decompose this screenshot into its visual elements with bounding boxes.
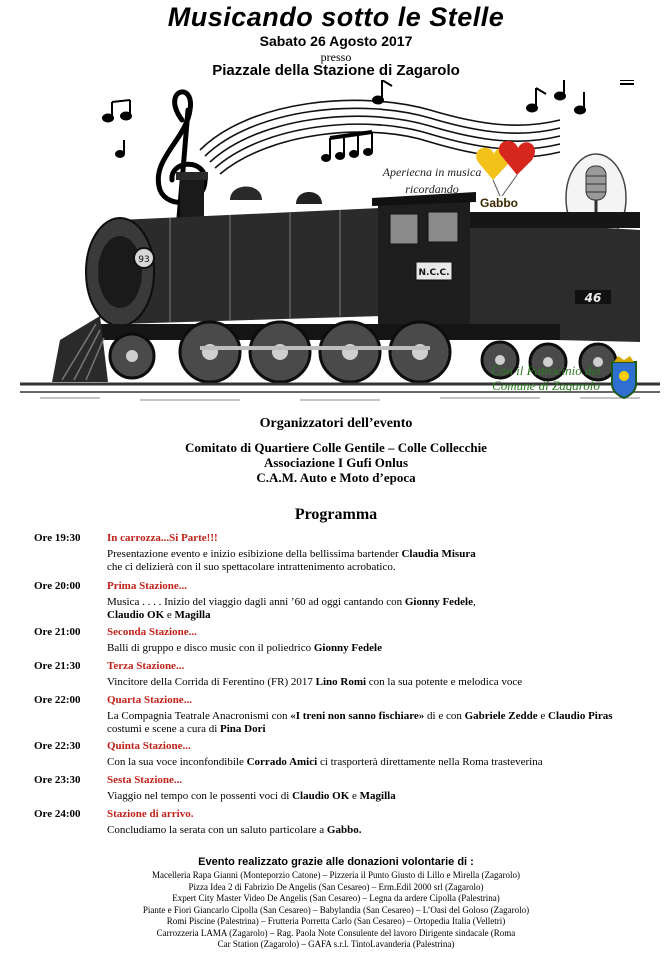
program-stage: Quarta Stazione... <box>107 694 192 706</box>
program-stage: Sesta Stazione... <box>107 774 183 786</box>
tagline-line: ricordando <box>405 182 459 196</box>
donor-line: Pizza Idea 2 di Fabrizio De Angelis (San Cesareo) – Erm.Edil 2000 srl (Zagarolo) <box>188 881 484 892</box>
patronage-line: Con il Patrocinio del <box>491 363 601 378</box>
program-description <box>107 756 662 769</box>
tagline-line: Aperiecna in musica <box>382 165 482 179</box>
desc-performer: Magilla <box>174 609 211 621</box>
program-description <box>107 790 662 803</box>
programma-heading: Programma <box>294 506 378 523</box>
program-description: Musica . . . . Inizio del viaggio dagli anni ’60 ad oggi cantando con Gionny Fedele, Claudio OK e Magilla <box>107 596 476 621</box>
program-description <box>107 710 662 736</box>
event-title: Musicando sotto le Stelle <box>167 2 505 32</box>
desc-text: che ci delizierà con il suo spettacolare intrattenimento acrobatico. <box>107 561 396 573</box>
donor-line: Piante e Fiori Giancarlo Cipolla (San Cesareo) – Babylandia (San Cesareo) – L’Oasi del Goloso (Zagarolo) <box>142 904 530 915</box>
desc-performer: Magilla <box>359 790 396 802</box>
program-stage: Quinta Stazione... <box>107 740 191 752</box>
organizers-list <box>0 440 672 485</box>
aperiecna-tagline <box>372 164 492 198</box>
desc-text: e <box>349 790 360 802</box>
desc-text: Concludiamo la serata con un saluto particolare a <box>107 824 327 836</box>
program-time: Ore 20:00 <box>34 580 81 592</box>
program-stage: Seconda Stazione... <box>107 626 197 638</box>
desc-performer: Gabbo. <box>326 824 362 836</box>
organizers-heading: Organizzatori dell’evento <box>259 416 413 431</box>
program-stage: In carrozza...Si Parte!!! <box>107 532 218 544</box>
desc-text: di e con <box>424 710 465 722</box>
desc-performer: Lino Romi <box>315 676 367 688</box>
program-time: Ore 21:00 <box>34 626 81 638</box>
locomotive-illustration <box>0 80 672 410</box>
desc-text: La Compagnia Teatrale Anacronismi con <box>107 710 291 722</box>
desc-performer: Gabriele Zedde <box>464 710 538 722</box>
desc-text: costumi e scene a cura di <box>107 723 221 735</box>
donations-list <box>0 870 672 951</box>
locomotive-plate: N.C.C. <box>418 268 450 278</box>
donor-line: Carrozzeria LAMA (Zagarolo) – Rag. Paola Note Consulente del lavoro Dirigente sindacale (Roma <box>156 927 516 938</box>
desc-text: ci trasporterà direttamente nella Roma trasteverina <box>317 756 543 768</box>
desc-performer: Corrado Amici <box>246 756 318 768</box>
desc-text: Viaggio nel tempo con le possenti voci di <box>107 790 293 802</box>
organizer-item: C.A.M. Auto e Moto d’epoca <box>256 470 416 485</box>
program-stage: Prima Stazione... <box>107 580 188 592</box>
program-time: Ore 22:00 <box>34 694 81 706</box>
desc-performer: Claudia Misura <box>401 548 476 560</box>
desc-text: Vincitore della Corrida di Ferentino (FR) 2017 <box>107 676 316 688</box>
organizer-item: Comitato di Quartiere Colle Gentile – Colle Collecchie <box>185 440 487 455</box>
patronage-text <box>476 363 616 393</box>
donations-heading: Evento realizzato grazie alle donazioni volontarie di : <box>198 856 474 868</box>
donor-line: Macelleria Rapa Gianni (Monteporzio Catone) – Pizzeria il Punto Giusto di Lillo e Mirella (Zagarolo) <box>152 870 520 880</box>
patronage-line: Comune di Zagarolo <box>492 378 600 393</box>
desc-text: e <box>537 710 549 722</box>
desc-text: con la sua potente e melodica voce <box>366 676 523 688</box>
donor-line: Car Station (Zagarolo) – GAFA s.r.l. TintoLavanderia (Palestrina) <box>217 939 455 949</box>
presso-label: presso <box>320 50 352 64</box>
desc-performer: Gionny Fedele <box>313 642 382 654</box>
desc-show-title: «I treni non sanno fischiare» <box>290 710 425 722</box>
desc-performer: Claudio OK <box>292 790 350 802</box>
donor-line: Romi Piscine (Palestrina) – Frutteria Porretta Carlo (San Cesareo) – Ortopedia Italia (Velletri) <box>166 916 506 926</box>
desc-performer: Gionny Fedele <box>404 596 473 608</box>
gabbo-label: Gabbo <box>480 196 518 210</box>
program-stage: Terza Stazione... <box>107 660 185 672</box>
desc-text: Musica . . . . Inizio del viaggio dagli anni ’60 ad oggi cantando con <box>107 596 405 608</box>
program-description <box>107 548 662 574</box>
desc-performer: Claudio Piras <box>548 710 613 722</box>
tender-number: 46 <box>584 291 602 305</box>
program-stage: Stazione di arrivo. <box>107 808 194 820</box>
desc-text: Presentazione evento e inizio esibizione della bellissima bartender <box>107 548 402 560</box>
desc-text: e <box>164 609 175 621</box>
program-description <box>107 824 662 837</box>
donor-line: Expert City Master Video De Angelis (San Cesareo) – Legna da ardere Cipolla (Palestrina) <box>172 893 500 903</box>
program-time: Ore 21:30 <box>34 660 81 672</box>
svg-text:93: 93 <box>138 255 150 265</box>
organizer-item: Associazione I Gufi Onlus <box>263 455 409 470</box>
program-time: Ore 23:30 <box>34 774 81 786</box>
program-time: Ore 22:30 <box>34 740 81 752</box>
desc-performer: Claudio OK <box>107 609 165 621</box>
program-time: Ore 19:30 <box>34 532 81 544</box>
event-venue: Piazzale della Stazione di Zagarolo <box>212 62 460 79</box>
program-time: Ore 24:00 <box>34 808 81 820</box>
desc-text: Balli di gruppo e disco music con il poliedrico <box>107 642 314 654</box>
event-date: Sabato 26 Agosto 2017 <box>259 33 413 49</box>
desc-text: Con la sua voce inconfondibile <box>107 756 247 768</box>
program-description <box>107 676 662 689</box>
program-description <box>107 642 662 655</box>
desc-performer: Pina Dori <box>220 723 266 735</box>
